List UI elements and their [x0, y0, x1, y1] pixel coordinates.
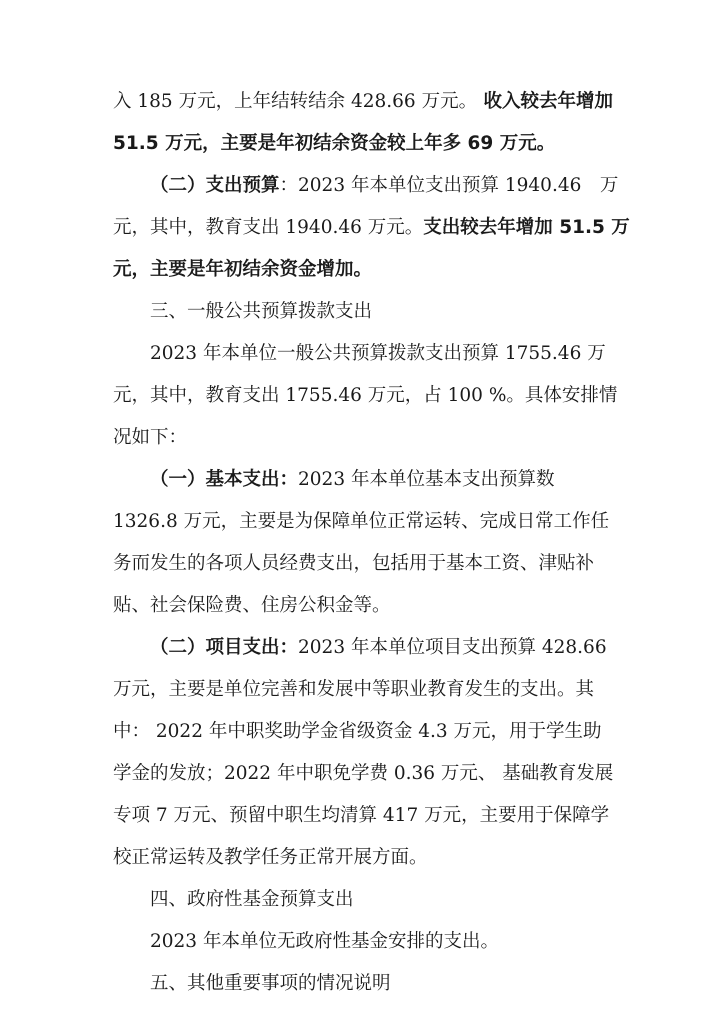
text-run: ：2023 年本单位支出预算 1940.46 万: [279, 175, 619, 196]
text-run: 2023 年本单位一般公共预算拨款支出预算 1755.46 万: [150, 343, 606, 364]
section-heading: [150, 964, 613, 1004]
paragraph-line: [113, 838, 613, 878]
paragraph-line: [150, 628, 613, 668]
paragraph-line: [113, 418, 613, 458]
paragraph-line: [113, 124, 613, 164]
text-run: 2023 年本单位基本支出预算数: [298, 469, 555, 490]
text-run: 况如下：: [113, 427, 188, 448]
paragraph-line: [113, 586, 613, 626]
paragraph-line: [113, 712, 613, 752]
paragraph-line: [150, 922, 613, 962]
bold-text-run: 支出较去年增加 51.5 万: [423, 217, 630, 238]
text-run: 中： 2022 年中职奖助学金省级资金 4.3 万元，用于学生助: [113, 721, 602, 742]
paragraph-line: [113, 250, 613, 290]
text-run: 元，其中，教育支出 1755.46 万元，占 100 %。具体安排情: [113, 385, 618, 406]
bold-text-run: 51.5 万元，主要是年初结余资金较上年多 69 万元。: [113, 133, 556, 154]
paragraph-line: [113, 208, 630, 248]
section-heading: [150, 880, 613, 920]
heading-text: 三、一般公共预算拨款支出: [150, 301, 373, 322]
bold-text-run: 收入较去年增加: [483, 91, 613, 112]
text-run: 贴、社会保险费、住房公积金等。: [113, 595, 391, 616]
paragraph-line: [113, 754, 613, 794]
heading-text: 五、其他重要事项的情况说明: [150, 973, 391, 994]
section-heading: （二）支出预算: [150, 175, 280, 196]
paragraph-line: [113, 82, 613, 122]
paragraph-line: [113, 544, 613, 584]
text-run: 2023 年本单位无政府性基金安排的支出。: [150, 931, 499, 952]
text-run: 专项 7 万元、预留中职生均清算 417 万元，主要用于保障学: [113, 805, 610, 826]
paragraph-line: [150, 166, 619, 206]
section-heading: [150, 292, 613, 332]
section-heading: （二）项目支出：: [150, 637, 299, 658]
paragraph-line: [113, 670, 613, 710]
paragraph-line: [113, 376, 618, 416]
text-run: 元，其中，教育支出 1940.46 万元。: [113, 217, 424, 238]
paragraph-line: [113, 796, 613, 836]
text-run: 1326.8 万元，主要是为保障单位正常运转、完成日常工作任: [113, 511, 610, 532]
text-run: 2023 年本单位项目支出预算 428.66: [298, 637, 607, 658]
text-run: 学金的发放；2022 年中职免学费 0.36 万元、 基础教育发展: [113, 763, 614, 784]
text-run: 万元，主要是单位完善和发展中等职业教育发生的支出。其: [113, 679, 595, 700]
text-run: 校正常运转及教学任务正常开展方面。: [113, 847, 428, 868]
paragraph-line: [113, 502, 613, 542]
bold-text-run: 元，主要是年初结余资金增加。: [113, 259, 373, 280]
text-run: 务而发生的各项人员经费支出，包括用于基本工资、津贴补: [113, 553, 595, 574]
section-heading: （一）基本支出：: [150, 469, 299, 490]
paragraph-line: [150, 334, 613, 374]
paragraph-line: [150, 460, 613, 500]
text-run: 入 185 万元，上年结转结余 428.66 万元。: [113, 91, 478, 112]
heading-text: 四、政府性基金预算支出: [150, 889, 354, 910]
